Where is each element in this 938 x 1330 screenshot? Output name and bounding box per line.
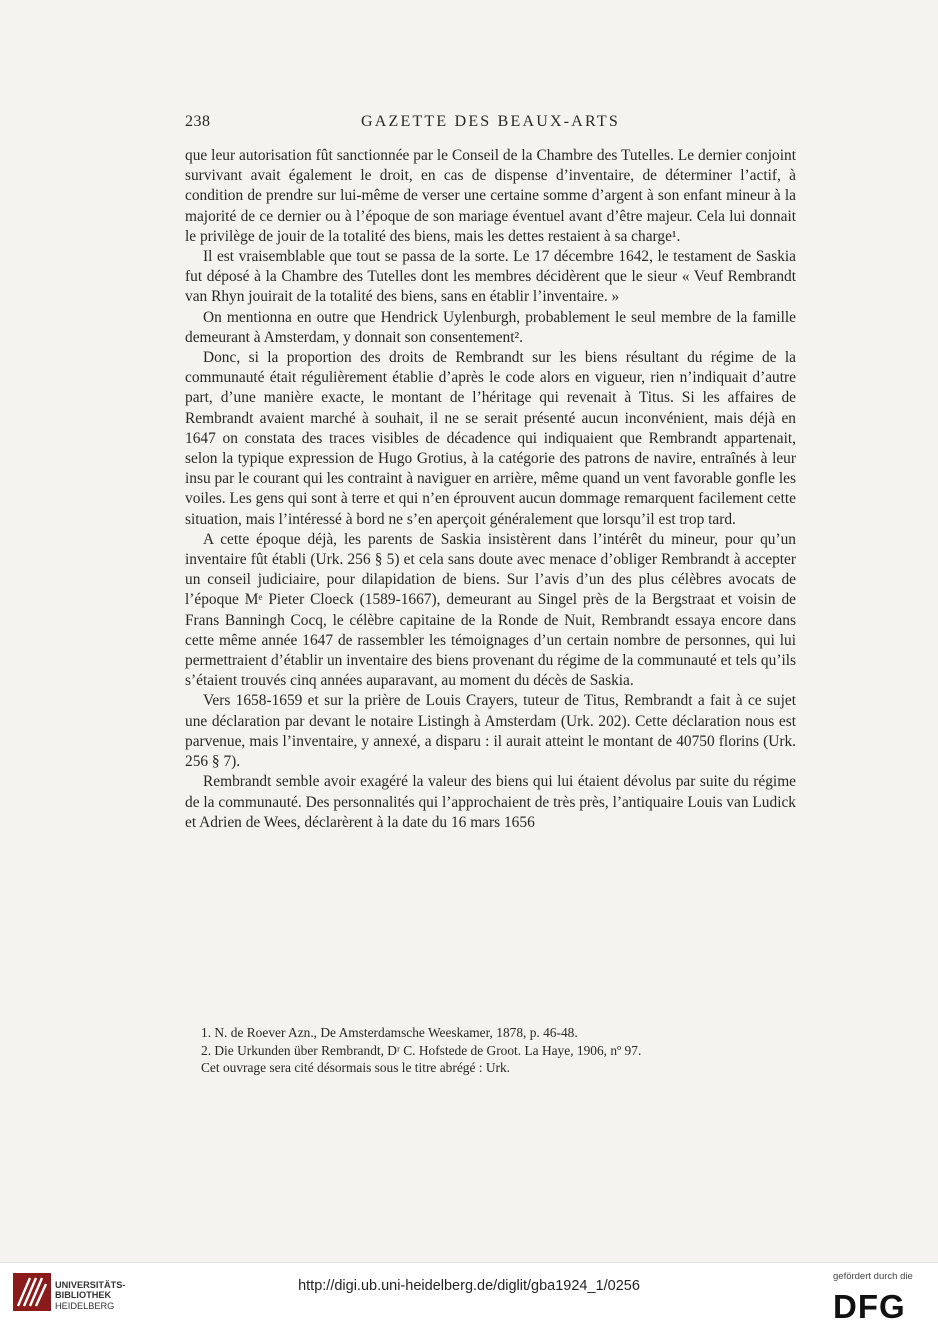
permalink-url[interactable]: http://digi.ub.uni-heidelberg.de/diglit/gba1924_1/0256 — [298, 1278, 640, 1294]
library-name[interactable]: UNIVERSITÄTS- BIBLIOTHEK HEIDELBERG — [55, 1280, 126, 1311]
funded-by-label: gefördert durch die — [833, 1271, 913, 1282]
paragraph: Rembrandt semble avoir exagéré la valeur des biens qui lui étaient dévolus par suite du régime de la communauté. Des personnalités qui l’approchaient de très près, l’antiquaire Louis van Ludick et Adrien de Wees, déclarèrent à la date du 16 mars 1656 — [185, 773, 796, 831]
paragraph: Il est vraisemblable que tout se passa de la sorte. Le 17 décembre 1642, le testament de Saskia fut déposé à la Chambre des Tutelles dont les membres décidèrent que le sieur « Veuf Rembrandt van Rhyn jouirait de la totalité des biens, sans en établir l’inventaire. » — [185, 248, 796, 306]
svg-text:DFG: DFG — [833, 1290, 906, 1320]
body-text — [185, 146, 796, 833]
footnote: 1. N. de Roever Azn., De Amsterdamsche Weeskamer, 1878, p. 46-48. — [201, 1025, 578, 1040]
footnote: 2. Die Urkunden über Rembrandt, Dʳ C. Hofstede de Groot. La Haye, 1906, nº 97. — [201, 1042, 642, 1058]
paragraph: A cette époque déjà, les parents de Saskia insistèrent dans l’intérêt du mineur, pour qu’un inventaire fût établi (Urk. 256 § 5) et cela sans doute avec menace d’obliger Rembrandt à accepter un conseil judiciaire, pour dilapidation de biens. Sur l’avis d’un des plus célèbres avocats de l’époque Mᵉ Pieter Cloeck (1589-1667), demeurant au Singel près de la Bergstraat et voisin de Frans Banningh Cocq, le célèbre capitaine de la Ronde de Nuit, Rembrandt essaya encore dans cette même année 1647 de rassembler les témoignages d’un certain nombre de personnes, qui lui permettraient d’établir un inventaire des biens provenant du régime de la communauté et tels qu’ils s’étaient trouvés cinq années auparavant, au moment du décès de Saskia. — [185, 530, 796, 690]
paragraph: On mentionna en outre que Hendrick Uylenburgh, probablement le seul membre de la famille demeurant à Amsterdam, y donnait son consentement². — [185, 308, 796, 346]
page-header — [185, 113, 796, 135]
paragraph: Donc, si la proportion des droits de Rembrandt sur les biens résultant du régime de la communauté était régulièrement établie d’après le code alors en vigueur, rien n’indiquait d’autre part, d’une manière exacte, le montant de l’héritage qui revenait à Titus. Si les affaires de Rembrandt avaient marché à souhait, il ne se serait présenté aucun inconvénient, mais déjà en 1647 on constata des traces visibles de décadence qui indiquaient que Rembrandt appartenait, selon la typique expression de Hugo Grotius, à la catégorie des patrons de navire, entraînés à leur insu par le courant qui les contraint à naviguer en arrière, même quand un vent favorable gonfle les voiles. Les gens qui sont à terre et qui n’en éprouvent aucun dommage remarquent facilement cette situation, mais l’intéressé à bord ne s’en aperçoit généralement que lorsqu’il est trop tard. — [185, 349, 796, 528]
paragraph: que leur autorisation fût sanctionnée par le Conseil de la Chambre des Tutelles. Le dernier conjoint survivant avait également le droit, en cas de dispense d’inventaire, de déterminer l’actif, à condition de prendre sur lui-même de verser une certaine somme d’argent à son enfant mineur à la majorité de ce dernier ou à l’époque de son mariage éventuel avant d’être majeur. Cela lui donnait le privilège de jouir de la totalité des biens, mais les dettes restaient à sa charge¹. — [185, 147, 796, 245]
footnotes — [201, 1024, 796, 1077]
paragraph: Vers 1658-1659 et sur la prière de Louis Crayers, tuteur de Titus, Rembrandt a fait à ce sujet une déclaration par devant le notaire Listingh à Amsterdam (Urk. 202). Cette déclaration nous est parvenue, mais l’inventaire, y annexé, a disparu : il aurait atteint le montant de 40750 florins (Urk. 256 § 7). — [185, 692, 796, 771]
viewer-footer — [0, 1262, 938, 1330]
page-number: 238 — [185, 113, 211, 130]
dfg-logo-icon[interactable] — [833, 1290, 929, 1320]
footnote: Cet ouvrage sera cité désormais sous le titre abrégé : Urk. — [201, 1060, 510, 1075]
running-title: GAZETTE DES BEAUX-ARTS — [361, 113, 620, 130]
